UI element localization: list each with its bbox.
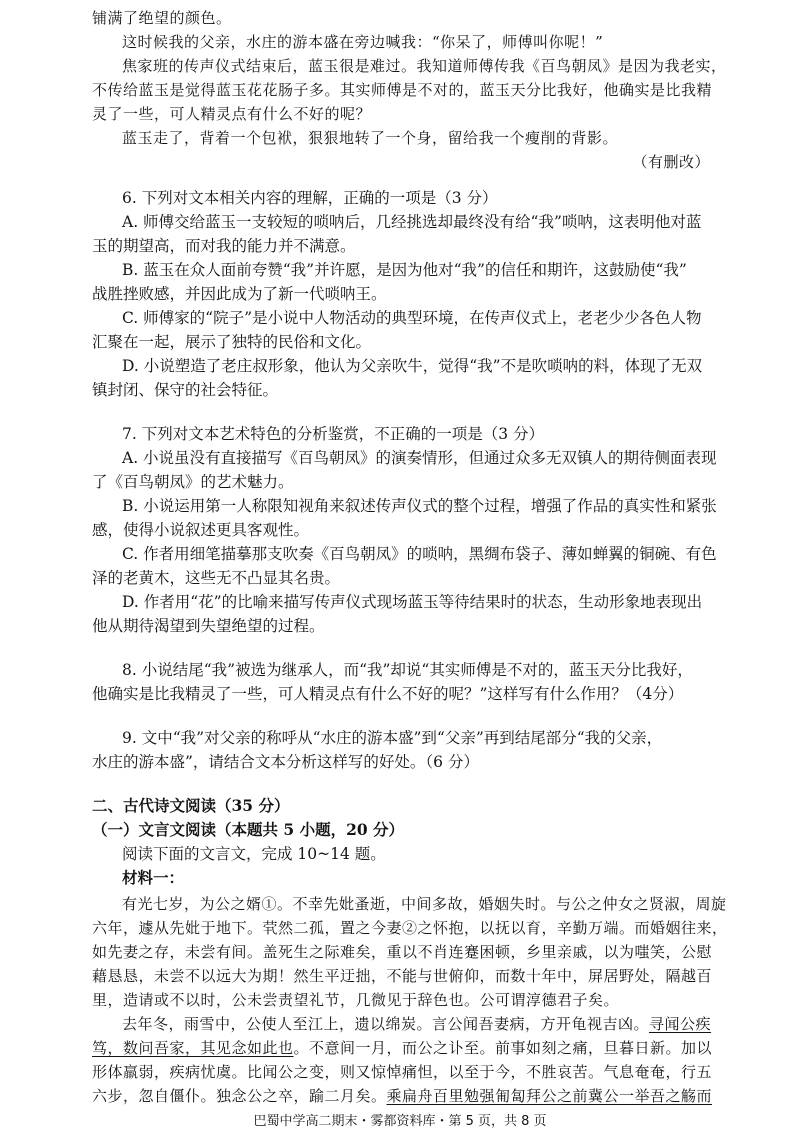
classical-text-line bbox=[122, 1012, 711, 1036]
page-footer: 巴蜀中学高二期末・雾都资料库・第 5 页，共 8 页 bbox=[253, 1114, 547, 1129]
question-9-line: 水庄的游本盛”，请结合文本分析这样写的好处。（6 分） bbox=[92, 753, 479, 771]
plain-text: 六步，忽自僵仆。独念公之卒，踰二月矣。 bbox=[92, 1087, 387, 1105]
q6-option-line: A. 师傅交给蓝玉一支较短的唢呐后，几经挑选却最终没有给“我”唢呐，这表明他对蓝 bbox=[122, 213, 702, 231]
story-line: 灵了一些，可人精灵点有什么不好的呢？ bbox=[92, 105, 372, 123]
classical-text-line bbox=[92, 1036, 712, 1060]
question-8-line: 他确实是比我精灵了一些，可人精灵点有什么不好的呢？”这样写有什么作用？（4分） bbox=[92, 685, 684, 703]
q7-option-line: D. 作者用“花”的比喻来描写传声仪式现场蓝玉等待结果时的状态，生动形象地表现出 bbox=[122, 593, 703, 611]
q6-option-line: 玉的期望高，而对我的能力并不满意。 bbox=[92, 237, 356, 255]
q7-option-line: 他从期待渴望到失望绝望的过程。 bbox=[92, 617, 325, 635]
underlined-sentence: 寻闻公疾 bbox=[649, 1015, 712, 1033]
q7-option-line: 泽的老黄木，这些无不凸显其名贵。 bbox=[92, 569, 341, 587]
classical-text-line bbox=[92, 1084, 712, 1108]
underlined-sentence: 笃，数问吾家，其见念如此也 bbox=[92, 1039, 294, 1057]
reading-instruction: 阅读下面的文言文，完成 10~14 题。 bbox=[122, 845, 386, 863]
story-line: 蓝玉走了，背着一个包袱，狠狠地转了一个身，留给我一个瘦削的背影。 bbox=[122, 129, 619, 147]
section-title: 二、古代诗文阅读（35 分） bbox=[92, 796, 290, 815]
classical-text-line: 有光七岁，为公之婿①。不幸先妣蚤逝，中间多故，婚姻失时。与公之仲女之贤淑，周旋 bbox=[122, 895, 727, 913]
q6-option-line: D. 小说塑造了老庄叔形象，他认为父亲吹牛，觉得“我”不是吹唢呐的料，体现了无双 bbox=[122, 357, 703, 375]
story-line: 不传给蓝玉是觉得蓝玉花花肠子多。其实师傅是不对的，蓝玉天分比我好，他确实是比我精 bbox=[92, 81, 713, 99]
section-subtitle: （一）文言文阅读（本题共 5 小题，20 分） bbox=[92, 820, 405, 839]
classical-text-line: 如先妻之存，未尝有间。盖死生之际难矣，重以不肖连蹇困顿，乡里亲戚，以为嗤笑，公慰 bbox=[92, 943, 713, 961]
classical-text-line: 形体羸弱，疾病忧虞。比闻公之变，则又惊悼痛怛，以至于今，不胜哀苦。气息奄奄，行五 bbox=[92, 1063, 713, 1081]
underlined-sentence: 乘扁舟百里勉强匍匐拜公之前冀公一举吾之觞而 bbox=[386, 1087, 713, 1105]
q7-option-line: A. 小说虽没有直接描写《百鸟朝凤》的演奏情形，但通过众多无双镇人的期待侧面表现 bbox=[122, 449, 717, 467]
classical-text-line: 六年，遽从先妣于地下。茕然二孤，置之今妻②之怀抱，以抚以育，辛勤万端。而婚姻往来， bbox=[92, 919, 728, 937]
q6-option-line: 镇封闭、保守的社会特征。 bbox=[92, 381, 279, 399]
question-9-line: 9. 文中“我”对父亲的称呼从“水庄的游本盛”到“父亲”再到结尾部分“我的父亲， bbox=[122, 729, 663, 747]
question-7-stem: 7. 下列对文本艺术特色的分析鉴赏，不正确的一项是（3 分） bbox=[122, 425, 545, 443]
classical-text-line: 里，造请或不以时，公未尝责望礼节，几微见于辞色也。公可谓淳德君子矣。 bbox=[92, 991, 620, 1009]
q7-option-line: B. 小说运用第一人称限知视角来叙述传声仪式的整个过程，增强了作品的真实性和紧张 bbox=[122, 497, 717, 515]
plain-text: 去年冬，雨雪中，公使人至江上，遗以绵炭。言公闻吾妻病，方开龟视吉凶。 bbox=[122, 1015, 650, 1033]
q6-option-line: 战胜挫败感，并因此成为了新一代唢呐王。 bbox=[92, 285, 387, 303]
story-line: 这时候我的父亲，水庄的游本盛在旁边喊我：“你呆了，师傅叫你呢！” bbox=[122, 33, 604, 51]
q7-option-line: 了《百鸟朝凤》的艺术魅力。 bbox=[92, 473, 294, 491]
story-line: 焦家班的传声仪式结束后，蓝玉很是难过。我知道师傅传我《百鸟朝凤》是因为我老实， bbox=[122, 57, 727, 75]
source-note: （有删改） bbox=[632, 153, 710, 171]
story-line: 铺满了绝望的颜色。 bbox=[92, 9, 232, 27]
material-label: 材料一： bbox=[122, 868, 185, 887]
q7-option-line: 感，使得小说叙述更具客观性。 bbox=[92, 521, 310, 539]
question-8-line: 8. 小说结尾“我”被选为继承人，而“我”却说“其实师傅是不对的，蓝玉天分比我好， bbox=[122, 661, 693, 679]
q6-option-line: 汇聚在一起，展示了独特的民俗和文化。 bbox=[92, 333, 372, 351]
q6-option-line: C. 师傅家的“院子”是小说中人物活动的典型环境，在传声仪式上，老老少少各色人物 bbox=[122, 309, 702, 327]
q7-option-line: C. 作者用细笔描摹那支吹奏《百鸟朝凤》的唢呐，黑绸布袋子、薄如蝉翼的铜碗、有色 bbox=[122, 545, 717, 563]
plain-text: 。不意间一月，而公之讣至。前事如刻之痛，旦暮日新。加以 bbox=[293, 1039, 713, 1057]
classical-text-line: 藉恳恳，未尝不以远大为期！然生平迂拙，不能与世俯仰，而数十年中，屏居野处，隔越百 bbox=[92, 967, 713, 985]
q6-option-line: B. 蓝玉在众人面前夸赞“我”并许愿，是因为他对“我”的信任和期许，这鼓励使“我” bbox=[122, 261, 687, 279]
question-6-stem: 6. 下列对文本相关内容的理解，正确的一项是（3 分） bbox=[122, 189, 498, 207]
